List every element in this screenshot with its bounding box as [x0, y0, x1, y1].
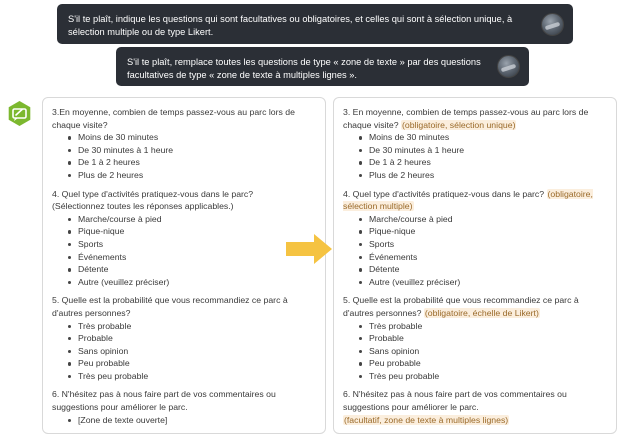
user-message-2-text: S'il te plaît, remplace toutes les questions de type « zone de texte » par des questions facultatives de type « zone de texte à multiples lignes ». — [127, 57, 481, 80]
list-item: Sports — [359, 238, 608, 251]
question-3 — [52, 106, 317, 182]
list-item: Autre (veuillez préciser) — [359, 276, 608, 289]
user-avatar-icon — [541, 13, 564, 36]
list-item: Probable — [68, 332, 317, 345]
list-item: Moins de 30 minutes — [359, 131, 608, 144]
arrow-right-icon — [286, 234, 332, 264]
question-title: 4. Quel type d'activités pratiquez-vous dans le parc? (obligatoire, sélection multiple) — [343, 188, 593, 212]
list-item: Autre (veuillez préciser) — [68, 276, 317, 289]
list-item: Peu probable — [359, 357, 608, 370]
list-item: Très peu probable — [68, 370, 317, 383]
list-item: Très peu probable — [359, 370, 608, 383]
question-5 — [343, 294, 608, 382]
list-item: Plus de 2 heures — [359, 169, 608, 182]
edit-chat-icon — [6, 100, 33, 127]
user-message-bubble-1 — [57, 4, 573, 44]
question-6 — [343, 388, 608, 426]
question-type-tag: (obligatoire, échelle de Likert) — [424, 307, 539, 318]
question-4 — [343, 188, 608, 289]
list-item: De 30 minutes à 1 heure — [359, 144, 608, 157]
list-item: Marche/course à pied — [359, 213, 608, 226]
list-item: De 1 à 2 heures — [359, 156, 608, 169]
question-type-tag: (obligatoire, sélection unique) — [401, 119, 516, 130]
list-item: Moins de 30 minutes — [68, 131, 317, 144]
list-item: Sans opinion — [359, 345, 608, 358]
list-item: Événements — [68, 251, 317, 264]
list-item: Très probable — [68, 320, 317, 333]
question-4 — [52, 188, 317, 289]
question-title: 5. Quelle est la probabilité que vous recommandiez ce parc à d'autres personnes? — [52, 295, 288, 318]
list-item: De 1 à 2 heures — [68, 156, 317, 169]
list-item: Marche/course à pied — [68, 213, 317, 226]
list-item: Sans opinion — [68, 345, 317, 358]
question-subtitle: (Sélectionnez toutes les réponses applicables.) — [52, 201, 234, 212]
question-title: 3.En moyenne, combien de temps passez-vous au parc lors de chaque visite? — [52, 107, 295, 130]
list-item: Pique-nique — [359, 225, 608, 238]
list-item: Peu probable — [68, 357, 317, 370]
question-5 — [52, 294, 317, 382]
list-item: Probable — [359, 332, 608, 345]
question-type-tag: (obligatoire, sélection multiple) — [343, 188, 593, 212]
question-title: 3. En moyenne, combien de temps passez-vous au parc lors de chaque visite? (obligatoire, sélection unique) — [343, 107, 589, 130]
user-message-1-text: S'il te plaît, indique les questions qui sont facultatives ou obligatoires, et celles qui sont à sélection unique, à sélection multiple ou de type Likert. — [68, 14, 513, 37]
original-survey-panel — [42, 97, 326, 434]
question-6 — [52, 388, 317, 426]
question-title: 4. Quel type d'activités pratiquez-vous dans le parc? — [52, 188, 254, 199]
user-message-bubble-2 — [116, 47, 529, 86]
list-item: Détente — [68, 263, 317, 276]
question-3 — [343, 106, 608, 182]
list-item: Très probable — [359, 320, 608, 333]
annotated-survey-panel — [333, 97, 617, 434]
question-title: 6. N'hésitez pas à nous faire part de vos commentaires ou suggestions pour améliorer le parc. — [52, 389, 276, 413]
list-item: Pique-nique — [68, 225, 317, 238]
list-item: Événements — [359, 251, 608, 264]
list-item: De 30 minutes à 1 heure — [68, 144, 317, 157]
list-item: Détente — [359, 263, 608, 276]
user-avatar-icon — [497, 55, 520, 78]
question-type-tag: (facultatif, zone de texte à multiples lignes) — [344, 414, 509, 425]
list-item: Plus de 2 heures — [68, 169, 317, 182]
list-item: Sports — [68, 238, 317, 251]
list-item: [Zone de texte ouverte] — [68, 414, 317, 427]
question-title: 5. Quelle est la probabilité que vous recommandiez ce parc à d'autres personnes? (obligatoire, échelle de Likert) — [343, 295, 579, 318]
question-title: 6. N'hésitez pas à nous faire part de vos commentaires ou suggestions pour améliorer le parc. — [343, 389, 567, 413]
